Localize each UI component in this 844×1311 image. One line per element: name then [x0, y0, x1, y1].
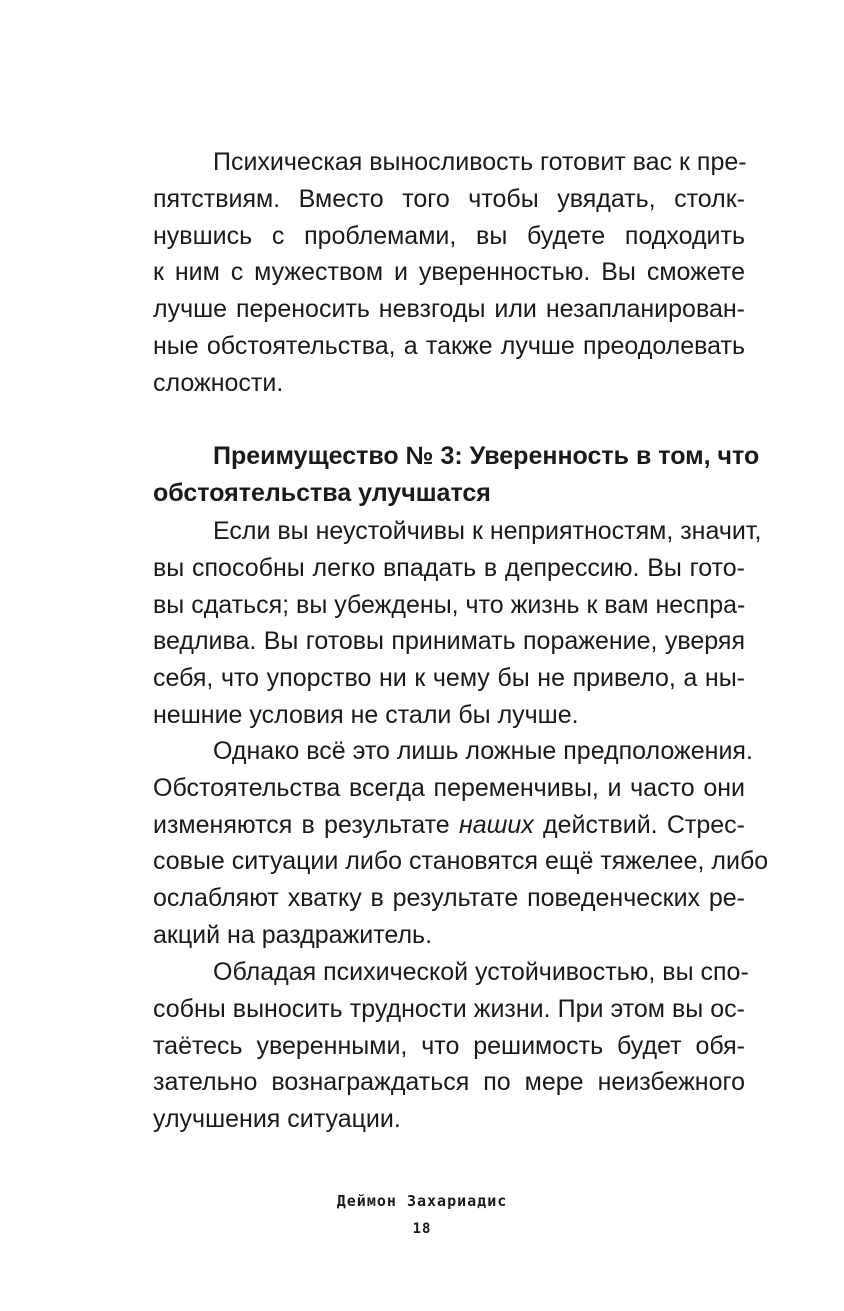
paragraph-line: улучшения ситуации. [153, 1105, 401, 1134]
paragraph-3 [153, 733, 769, 954]
text-segment: изменяются в результате [153, 810, 459, 839]
paragraph-line: Обладая психической устойчивостью, вы спо- [213, 958, 749, 986]
paragraph-line: нешние условия не стали бы лучше. [153, 700, 579, 729]
paragraph-4 [153, 954, 749, 1138]
paragraph-line: вы способны легко впадать в депрессию. Вы гото- [153, 553, 745, 582]
paragraph-line: Психическая выносливость готовит вас к пре- [213, 148, 747, 176]
paragraph-line: Если вы неустойчивы к неприятностям, значит, [213, 517, 762, 545]
paragraph-line: сложности. [153, 368, 284, 397]
paragraph-line: ведлива. Вы готовы принимать поражение, уверяя [153, 627, 745, 656]
paragraph-line: Обстоятельства всегда переменчивы, и часто они [153, 773, 745, 802]
paragraph-line [153, 807, 745, 844]
footer-author: Деймон Захариадис [336, 1192, 508, 1210]
paragraph-line: себя, что упорство ни к чему бы не привело, а ны- [153, 664, 745, 693]
heading-line: обстоятельства улучшатся [153, 478, 491, 507]
paragraph-line: зательно вознаграждаться по мере неизбежного [153, 1068, 745, 1097]
section-heading [153, 438, 760, 512]
paragraph-line: Однако всё это лишь ложные предположения. [213, 737, 753, 765]
paragraph-line: совые ситуации либо становятся ещё тяжелее, либо [153, 847, 769, 876]
paragraph-line: лучше переносить невзгоды или незапланирован- [153, 295, 745, 324]
paragraph-1 [153, 144, 745, 402]
paragraph-line: пятствиям. Вместо того чтобы увядать, столк- [153, 184, 745, 213]
page-number: 18 [412, 1221, 432, 1237]
heading-line: Преимущество № 3: Уверенность в том, что [213, 442, 760, 470]
paragraph-line: вы сдаться; вы убеждены, что жизнь к вам неспра- [153, 590, 746, 619]
paragraph-2 [153, 513, 762, 734]
paragraph-line: акций на раздражитель. [153, 920, 433, 949]
paragraph-line: ослабляют хватку в результате поведенческих ре- [153, 884, 745, 913]
paragraph-line: к ним с мужеством и уверенностью. Вы сможете [153, 258, 745, 287]
paragraph-line: нувшись с проблемами, вы будете подходить [153, 221, 745, 250]
paragraph-line: таётесь уверенными, что решимость будет обя- [153, 1031, 745, 1060]
paragraph-line: ные обстоятельства, а также лучше преодолевать [153, 331, 745, 360]
emphasis-text: наших [458, 810, 534, 839]
text-segment: действий. Стрес- [533, 810, 746, 839]
paragraph-line: собны выносить трудности жизни. При этом вы ос- [153, 994, 745, 1023]
